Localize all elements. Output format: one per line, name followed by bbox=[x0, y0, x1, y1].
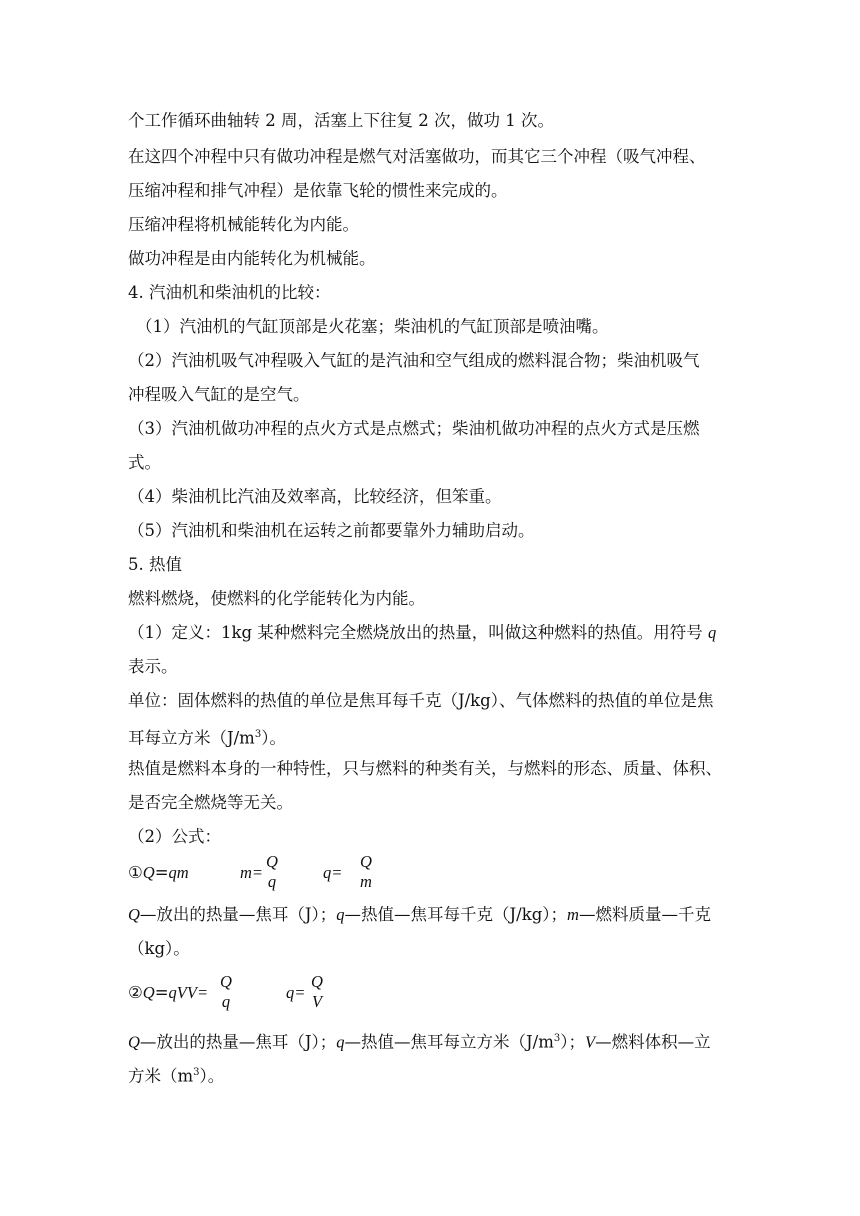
symbol-q: q bbox=[708, 623, 717, 642]
symbol-Q: Q bbox=[128, 1032, 140, 1052]
text-seg: —热值—焦耳每立方米（J/m bbox=[344, 1032, 554, 1052]
fraction-numerator: Q bbox=[311, 972, 323, 991]
circle-number: ① bbox=[128, 863, 143, 882]
text-seg: ）。 bbox=[199, 1066, 225, 1086]
text-line-9: 冲程吸入气缸的是空气。 bbox=[128, 385, 310, 404]
text-line-19 bbox=[128, 724, 736, 750]
formula-q-lhs: q= bbox=[286, 983, 306, 1002]
text-line-3: 压缩冲程和排气冲程）是依靠飞轮的惯性来完成的。 bbox=[128, 181, 508, 200]
superscript: 3 bbox=[254, 729, 262, 740]
formula-symbol: qVV= bbox=[168, 983, 209, 1002]
formula-equals: = bbox=[154, 863, 169, 882]
text-seg: 耳每立方米（J/m bbox=[128, 728, 255, 748]
text-line-12: （4）柴油机比汽油及效率高，比较经济，但笨重。 bbox=[128, 487, 502, 506]
text-line-16 bbox=[128, 622, 736, 644]
symbol-m: m bbox=[567, 905, 579, 924]
text-seg: —放出的热量—焦耳（J）； bbox=[139, 905, 337, 924]
text-line-2: 在这四个冲程中只有做功冲程是燃气对活塞做功，而其它三个冲程（吸气冲程、 bbox=[128, 147, 706, 166]
text-line-21: 是否完全燃烧等无关。 bbox=[128, 793, 293, 812]
superscript: 3 bbox=[553, 1033, 561, 1044]
circle-number: ② bbox=[128, 983, 143, 1002]
definition-line-1 bbox=[128, 904, 736, 926]
formula-q-lhs: q= bbox=[323, 863, 343, 882]
text-line-17: 表示。 bbox=[128, 657, 178, 676]
formula-equals: = bbox=[154, 983, 169, 1002]
text-line-1: 个工作循环曲轴转 2 周，活塞上下往复 2 次，做功 1 次。 bbox=[128, 111, 554, 130]
text-line-13: （5）汽油机和柴油机在运转之前都要靠外力辅助启动。 bbox=[128, 521, 535, 540]
text-line-4: 压缩冲程将机械能转化为内能。 bbox=[128, 215, 359, 234]
text-line-15: 燃料燃烧，使燃料的化学能转化为内能。 bbox=[128, 589, 425, 608]
definition-line-2: （kg）。 bbox=[128, 939, 190, 958]
fraction-numerator: Q bbox=[266, 852, 278, 871]
fraction-numerator: Q bbox=[360, 852, 372, 871]
text-seg: —热值—焦耳每千克（J/kg）； bbox=[344, 905, 568, 924]
formula-symbol: Q bbox=[142, 863, 155, 882]
symbol-q: q bbox=[336, 1032, 345, 1052]
fraction-q-over-q bbox=[218, 972, 234, 1012]
text-line-5: 做功冲程是由内能转化为机械能。 bbox=[128, 249, 376, 268]
text-seg: —燃料质量—千克 bbox=[578, 905, 711, 924]
text-seg: （1）定义：1kg 某种燃料完全燃烧放出的热量，叫做这种燃料的热值。用符号 bbox=[128, 623, 709, 642]
section-heading-4: 4. 汽油机和柴油机的比较： bbox=[128, 283, 331, 302]
fraction-denominator: q bbox=[267, 872, 277, 891]
symbol-q: q bbox=[336, 905, 345, 924]
fraction-denominator: m bbox=[360, 872, 372, 891]
fraction-q-over-m bbox=[357, 852, 375, 892]
text-seg: —燃料体积—立 bbox=[595, 1032, 711, 1052]
symbol-V: V bbox=[585, 1032, 596, 1052]
text-line-22: （2）公式： bbox=[128, 827, 221, 846]
text-line-18: 单位：固体燃料的热值的单位是焦耳每千克（J/kg）、气体燃料的热值的单位是焦 bbox=[128, 691, 714, 710]
definition-line-3 bbox=[128, 1028, 736, 1054]
fraction-q-over-q bbox=[264, 852, 280, 892]
fraction-denominator: q bbox=[221, 992, 231, 1011]
text-seg: —放出的热量—焦耳（J）； bbox=[139, 1032, 337, 1052]
text-line-7: （1）汽油机的气缸顶部是火花塞；柴油机的气缸顶部是喷油嘴。 bbox=[136, 317, 609, 336]
superscript: 3 bbox=[193, 1067, 200, 1078]
fraction-denominator: V bbox=[311, 992, 323, 1011]
fraction-numerator: Q bbox=[220, 972, 232, 991]
text-line-8: （2）汽油机吸气冲程吸入气缸的是汽油和空气组成的燃料混合物；柴油机吸气 bbox=[128, 351, 700, 370]
section-heading-5: 5. 热值 bbox=[128, 555, 182, 574]
formula-1 bbox=[128, 862, 736, 884]
fraction-q-over-V bbox=[309, 972, 325, 1012]
formula-symbol: Q bbox=[142, 983, 155, 1002]
text-line-10: （3）汽油机做功冲程的点火方式是点燃式；柴油机做功冲程的点火方式是压燃 bbox=[128, 419, 700, 438]
text-seg: 方米（m bbox=[128, 1066, 194, 1086]
formula-symbol: qm bbox=[168, 863, 189, 882]
definition-line-4 bbox=[128, 1062, 736, 1088]
text-line-20: 热值是燃料本身的一种特性，只与燃料的种类有关，与燃料的形态、质量、体积、 bbox=[128, 759, 722, 778]
text-seg: ）。 bbox=[261, 728, 286, 748]
symbol-Q: Q bbox=[128, 905, 140, 924]
formula-m-lhs: m= bbox=[240, 863, 264, 882]
text-seg: ）； bbox=[560, 1032, 585, 1052]
text-line-11: 式。 bbox=[128, 453, 161, 472]
